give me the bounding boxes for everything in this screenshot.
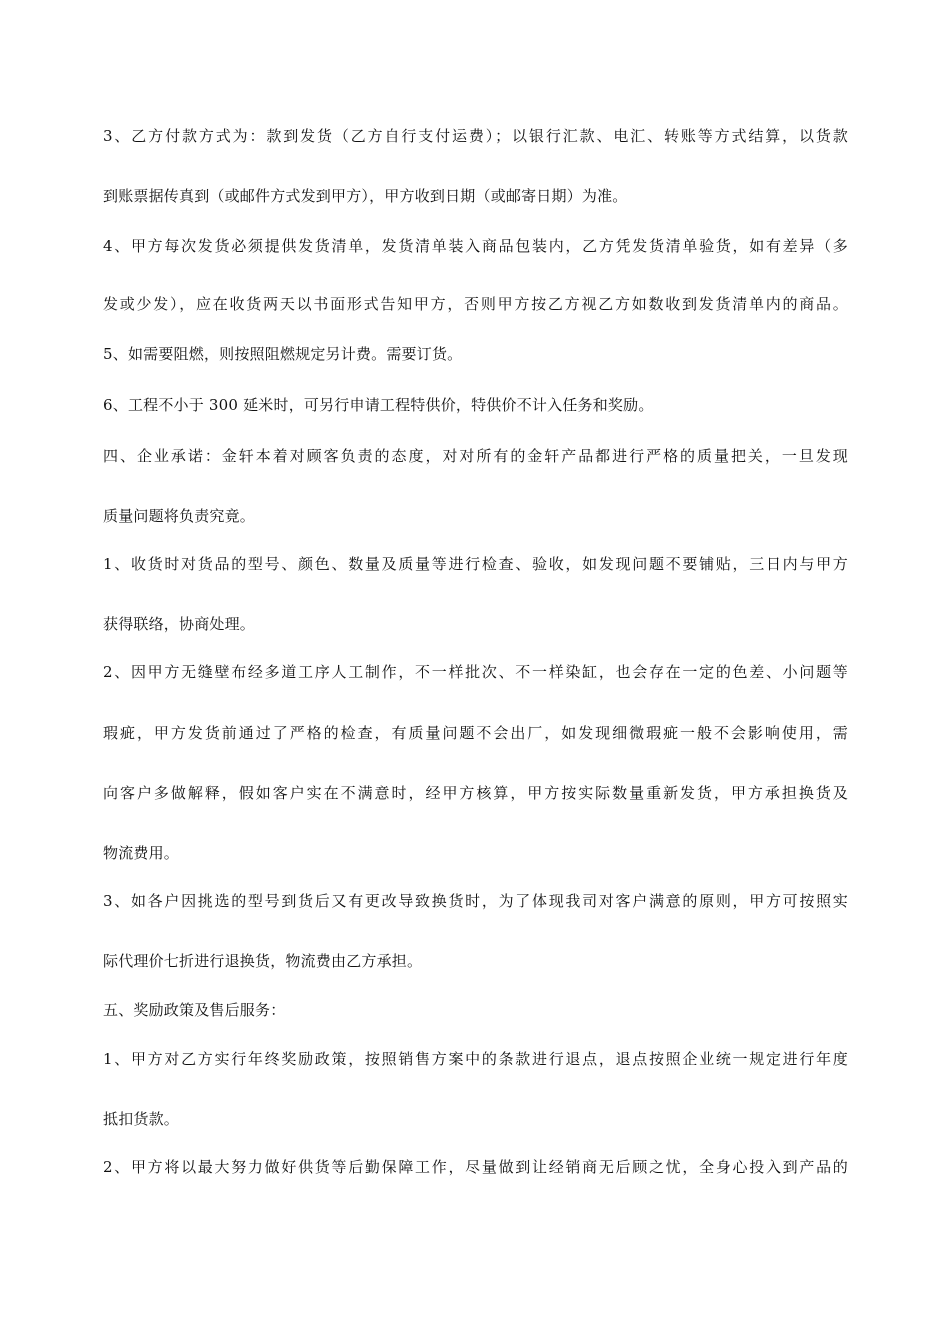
paragraph-line-9: 1、收货时对货品的型号、颜色、数量及质量等进行检查、验收，如发现问题不要铺贴，三日内与甲方 (103, 555, 848, 573)
paragraph-line-17: 五、奖励政策及售后服务： (103, 1001, 286, 1019)
paragraph-line-18: 1、甲方对乙方实行年终奖励政策，按照销售方案中的条款进行退点，退点按照企业统一规定进行年度 (103, 1050, 848, 1068)
paragraph-line-8: 质量问题将负责究竟。 (103, 507, 256, 525)
paragraph-line-3: 4、甲方每次发货必须提供发货清单，发货清单装入商品包装内，乙方凭发货清单验货，如有差异（多 (103, 237, 848, 255)
paragraph-line-2: 到账票据传真到（或邮件方式发到甲方），甲方收到日期（或邮寄日期）为准。 (103, 187, 628, 205)
paragraph-line-13: 向客户多做解释，假如客户实在不满意时，经甲方核算，甲方按实际数量重新发货，甲方承担换货及 (103, 784, 848, 802)
paragraph-line-19: 抵扣货款。 (103, 1110, 180, 1128)
paragraph-line-5: 5、如需要阻燃，则按照阻燃规定另计费。需要订货。 (103, 345, 463, 363)
paragraph-line-14: 物流费用。 (103, 844, 180, 862)
paragraph-line-12: 瑕疵，甲方发货前通过了严格的检查，有质量问题不会出厂，如发现细微瑕疵一般不会影响使用，需 (103, 724, 848, 742)
paragraph-line-7: 四、企业承诺：金轩本着对顾客负责的态度，对对所有的金轩产品都进行严格的质量把关，一旦发现 (103, 447, 848, 465)
paragraph-line-16: 际代理价七折进行退换货，物流费由乙方承担。 (103, 952, 423, 970)
paragraph-line-6: 6、工程不小于 300 延米时，可另行申请工程特供价，特供价不计入任务和奖励。 (103, 396, 654, 414)
paragraph-line-4: 发或少发），应在收货两天以书面形式告知甲方，否则甲方按乙方视乙方如数收到发货清单内的商品。 (103, 295, 848, 313)
paragraph-line-11: 2、因甲方无缝壁布经多道工序人工制作，不一样批次、不一样染缸，也会存在一定的色差、小问题等 (103, 663, 848, 681)
paragraph-line-10: 获得联络，协商处理。 (103, 615, 256, 633)
paragraph-line-1: 3、乙方付款方式为：款到发货（乙方自行支付运费）；以银行汇款、电汇、转账等方式结算，以货款 (103, 127, 848, 145)
paragraph-line-15: 3、如各户因挑选的型号到货后又有更改导致换货时，为了体现我司对客户满意的原则，甲方可按照实 (103, 892, 848, 910)
paragraph-line-20: 2、甲方将以最大努力做好供货等后勤保障工作，尽量做到让经销商无后顾之忧，全身心投入到产品的 (103, 1158, 848, 1176)
